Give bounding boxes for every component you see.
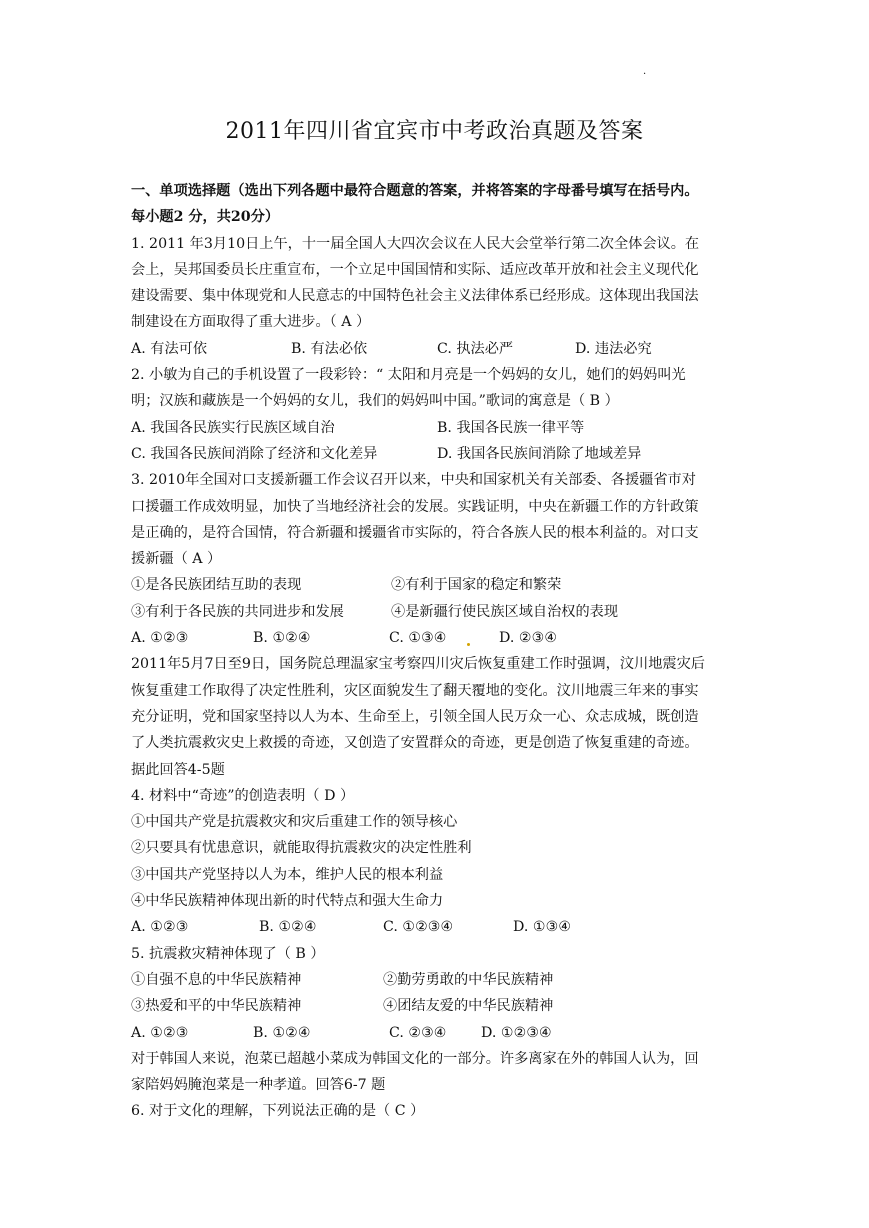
document-title: 2011年四川省宜宾市中考政治真题及答案 (225, 119, 644, 144)
q5-statement: ②勤劳勇敢的中华民族精神 (383, 971, 554, 988)
q6-stem: 6. 对于文化的理解，下列说法正确的是（ C ） (131, 1103, 425, 1120)
q4-option-d: D. ①③④ (513, 919, 572, 936)
q4-stem: 4. 材料中“奇迹”的创造表明（ D ） (131, 787, 355, 804)
q1-option-d: D. 违法必究 (575, 340, 652, 357)
passage-line: 2011年5月7日至9日，国务院总理温家宝考察四川灾后恢复重建工作时强调，汶川地震灾后 (131, 656, 705, 673)
q3-line: 口援疆工作成效明显，加快了当地经济社会的发展。实践证明，中央在新疆工作的方针政策 (131, 498, 699, 515)
q4-statement: ①中国共产党是抗震救灾和灾后重建工作的领导核心 (131, 814, 458, 831)
q4-statement: ②只要具有忧患意识，就能取得抗震救灾的决定性胜利 (131, 840, 472, 857)
q1-option-c: C. 执法必严 (437, 340, 514, 357)
q1-line: 1. 2011 年3月10日上午，十一届全国人大四次会议在人民大会堂举行第二次全体会议。在 (131, 235, 700, 252)
q3-line: 3. 2010年全国对口支援新疆工作会议召开以来，中央和国家机关有关部委、各援疆省市对 (131, 472, 696, 489)
q1-option-b: B. 有法必依 (291, 340, 368, 357)
q2-line: 明；汉族和藏族是一个妈妈的女儿，我们的妈妈叫中国。”歌词的寓意是（ B ） (131, 393, 619, 410)
section-heading-cont: 每小题2 分，共20分） (131, 209, 280, 226)
q4-statement: ③中国共产党坚持以人为本，维护人民的根本利益 (131, 866, 444, 883)
q1-option-a: A. 有法可依 (131, 340, 208, 357)
q5-statements-row (131, 993, 751, 1019)
q5-stem: 5. 抗震救灾精神体现了（ B ） (131, 945, 325, 962)
q1-line: 制建设在方面取得了重大进步。（ A ） (131, 314, 371, 331)
yellow-dot-mark (467, 643, 470, 646)
q5-option-c: C. ②③④ (389, 1024, 447, 1041)
q2-line: 2. 小敏为自己的手机设置了一段彩铃：“ 太阳和月亮是一个妈妈的女儿，她们的妈妈叫光 (131, 367, 686, 384)
q3-option-d: D. ②③④ (499, 630, 558, 647)
q5-statement: ③热爱和平的中华民族精神 (131, 998, 302, 1015)
q5-statements-row (131, 967, 751, 993)
q1-line: 建设需要、集中体现党和人民意志的中国特色社会主义法律体系已经形成。这体现出我国法 (131, 288, 699, 305)
q3-statement: ①是各民族团结互助的表现 (131, 577, 302, 594)
q2-option-b: B. 我国各民族一律平等 (437, 419, 585, 436)
q3-line: 援新疆（ A ） (131, 551, 222, 568)
q1-line: 会上，吴邦国委员长庄重宣布，一个立足中国国情和实际、适应改革开放和社会主义现代化 (131, 261, 699, 278)
q1-options (131, 336, 751, 362)
q3-statement: ③有利于各民族的共同进步和发展 (131, 603, 344, 620)
q3-options (131, 625, 751, 651)
q2-option-c: C. 我国各民族间消除了经济和文化差异 (131, 445, 378, 462)
q5-option-b: B. ①②④ (253, 1024, 311, 1041)
q4-options (131, 914, 751, 940)
passage-line: 对于韩国人来说，泡菜已超越小菜成为韩国文化的一部分。许多离家在外的韩国人认为，回 (131, 1050, 699, 1067)
q3-option-c: C. ①③④ (389, 630, 447, 647)
q5-statement: ①自强不息的中华民族精神 (131, 971, 302, 988)
q3-statement: ②有利于国家的稳定和繁荣 (391, 577, 562, 594)
passage-line: 恢复重建工作取得了决定性胜利，灾区面貌发生了翻天覆地的变化。汶川地震三年来的事实 (131, 682, 699, 699)
q4-option-c: C. ①②③④ (383, 919, 454, 936)
passage-line: 家陪妈妈腌泡菜是一种孝道。回答6-7 题 (131, 1077, 386, 1094)
q3-statements-row (131, 572, 751, 598)
q5-options (131, 1020, 751, 1046)
q3-option-a: A. ①②③ (131, 630, 189, 647)
q4-statement: ④中华民族精神体现出新的时代特点和强大生命力 (131, 893, 444, 910)
q3-line: 是正确的，是符合国情，符合新疆和援疆省市实际的，符合各族人民的根本利益的。对口支 (131, 524, 699, 541)
q3-option-b: B. ①②④ (253, 630, 311, 647)
passage-line: 了人类抗震救灾史上救援的奇迹，又创造了安置群众的奇迹，更是创造了恢复重建的奇迹。 (131, 735, 699, 752)
q4-option-a: A. ①②③ (131, 919, 189, 936)
q2-option-d: D. 我国各民族间消除了地域差异 (437, 445, 642, 462)
q2-option-a: A. 我国各民族实行民族区域自治 (131, 419, 335, 436)
q5-statement: ④团结友爱的中华民族精神 (383, 998, 554, 1015)
passage-line: 据此回答4-5题 (131, 761, 225, 778)
q3-statements-row (131, 599, 751, 625)
document-body (131, 178, 751, 1125)
q5-option-a: A. ①②③ (131, 1024, 189, 1041)
q4-option-b: B. ①②④ (259, 919, 317, 936)
q3-statement: ④是新疆行使民族区域自治权的表现 (391, 603, 619, 620)
q2-options-row (131, 415, 751, 441)
q5-option-d: D. ①②③④ (481, 1024, 552, 1041)
header-dot: . (643, 66, 647, 77)
passage-line: 充分证明，党和国家坚持以人为本、生命至上，引领全国人民万众一心、众志成城，既创造 (131, 708, 699, 725)
section-heading: 一、单项选择题（选出下列各题中最符合题意的答案，并将答案的字母番号填写在括号内。 (131, 183, 699, 199)
q2-options-row (131, 441, 751, 467)
